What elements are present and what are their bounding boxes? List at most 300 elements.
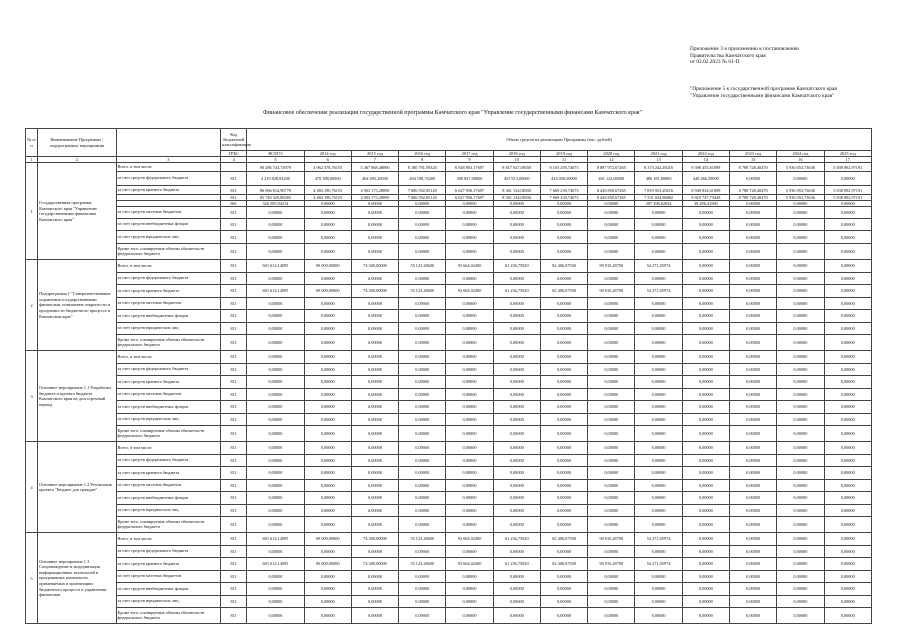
year-value: 0,00000 [540,201,587,207]
year-value: 0,00000 [777,201,824,207]
total-value: 0,00000 [247,479,304,492]
year-value: 55 123,28600 [399,260,446,273]
year-value: 0,00000 [493,583,540,596]
funding-source: за счет средств местных бюджетов [116,388,221,401]
year-value: 5 367 868,48890 [351,163,398,172]
total-value: 0,00000 [247,388,304,401]
year-value: 5 930 053,73636 [777,186,824,195]
header-year: 2024 год [777,151,824,157]
year-value: 0,00000 [777,260,824,273]
year-value: 0,00000 [588,201,635,207]
year-value: 0,00000 [777,376,824,389]
year-value: 0,00000 [446,570,493,583]
year-value: 0,00000 [304,351,351,364]
grbs-code: 811 [221,504,247,517]
grbs-code: 811 [221,517,247,533]
grbs-code: 811 [221,363,247,376]
year-value: 0,00000 [635,322,682,335]
year-value: 0,00000 [446,219,493,231]
year-value: 0,00000 [304,517,351,533]
year-value: 0,00000 [446,426,493,442]
year-value: 0,00000 [399,219,446,231]
funding-source: Кроме того, планируемые объемы обязательств федерального бюджета [116,426,221,442]
year-value: 0,00000 [351,517,398,533]
year-value: 0,00000 [635,231,682,244]
funding-source: Всего, в том числе: [116,351,221,364]
year-value: 0,00000 [824,297,871,310]
year-value: 4 962 578,76155 [304,163,351,172]
year-value: 8 887 972,67265 [588,163,635,172]
total-value: 0,00000 [247,335,304,351]
table-row [26,260,872,273]
year-value: 0,00000 [399,388,446,401]
table-row [26,517,872,533]
year-value: 0,00000 [824,608,871,624]
year-value: 0,00000 [824,231,871,244]
table-row [26,442,872,455]
year-value: 0,00000 [351,583,398,596]
year-value: 0,00000 [777,504,824,517]
total-value: 0,00000 [247,351,304,364]
year-value: 0,00000 [446,201,493,207]
year-value: 0,00000 [729,388,776,401]
year-value: 0,00000 [824,570,871,583]
year-value: 0,00000 [304,231,351,244]
year-value: 0,00000 [824,595,871,608]
year-value: 82 406,07500 [540,260,587,273]
total-value: 0,00000 [247,442,304,455]
column-index: 10 [493,157,540,163]
year-value: 0,00000 [729,172,776,186]
header-volume: Объем средств на реализацию Программы (тыс. рублей) [247,129,872,151]
total-value: 0,00000 [247,297,304,310]
column-index: 1 [26,157,38,163]
year-value: 54 271,05974 [635,558,682,571]
year-value: 93 664,02400 [446,533,493,546]
year-value: 0,00000 [729,413,776,426]
year-value: 0,00000 [351,363,398,376]
year-value: 0,00000 [729,595,776,608]
year-value: 0,00000 [493,388,540,401]
year-value: 0,00000 [777,388,824,401]
total-value: 0,00000 [247,207,304,219]
year-value: 0,00000 [399,595,446,608]
year-value: 0,00000 [682,401,729,414]
table-row [26,322,872,335]
year-value: 0,00000 [493,467,540,480]
year-value: 0,00000 [729,426,776,442]
year-value: 0,00000 [729,297,776,310]
section-name: Государственная программа Камчатского края "Управление государственными финансами Камчатского края" [38,163,116,260]
year-value: 0,00000 [729,583,776,596]
year-value: 0,00000 [588,583,635,596]
year-value: 0,00000 [351,244,398,260]
year-value: 0,00000 [824,388,871,401]
funding-source: за счет средств юридических лиц [116,504,221,517]
year-value: 0,00000 [635,570,682,583]
funding-source: Всего, в том числе: [116,163,221,172]
year-value: 0,00000 [304,219,351,231]
year-value: 82 406,07500 [540,285,587,298]
total-value: 326 585,04214 [247,201,304,207]
section-number: 3 [26,351,38,442]
funding-source: за счет средств краевого бюджета [116,467,221,480]
year-value: 93 664,02400 [446,285,493,298]
year-value: 0,00000 [729,207,776,219]
year-value: 0,00000 [446,297,493,310]
year-value: 0,00000 [588,322,635,335]
total-value: 0,00000 [247,504,304,517]
year-value: 55 123,28600 [399,285,446,298]
year-value: 0,00000 [824,201,871,207]
year-value: 0,00000 [777,413,824,426]
table-row [26,426,872,442]
year-value: 0,00000 [493,231,540,244]
grbs-code: 811 [221,195,247,201]
header-year: 2016 год [399,151,446,157]
grbs-code: 811 [221,492,247,505]
year-value: 0,00000 [588,413,635,426]
year-value: 0,00000 [588,297,635,310]
year-value: 6 627 956,17697 [446,186,493,195]
year-value: 0,00000 [304,297,351,310]
funding-source: Всего, в том числе: [116,260,221,273]
year-value: 0,00000 [777,583,824,596]
grbs-code: 811 [221,297,247,310]
year-value: 0,00000 [540,454,587,467]
year-value: 0,00000 [351,545,398,558]
year-value: 5 930 053,73636 [777,163,824,172]
year-value: 0,00000 [824,363,871,376]
grbs-code: 811 [221,467,247,480]
year-value: 0,00000 [351,454,398,467]
year-value: 0,00000 [540,545,587,558]
year-value: 0,00000 [304,545,351,558]
year-value: 0,00000 [635,244,682,260]
year-value: 0,00000 [493,595,540,608]
year-value: 4 484 190,76155 [304,186,351,195]
column-index: 5 [247,157,304,163]
year-value: 7 669 239,74673 [540,195,587,201]
year-value: 82 406,07500 [540,533,587,546]
funding-source: за счет средств юридических лиц [116,322,221,335]
section-name: Основное мероприятие 1.1 Разработка бюджета и проекта бюджета Камчатского края на долгосрочный период [38,351,116,442]
table-row [26,467,872,480]
year-value: 61 236,75920 [493,285,540,298]
year-value: 464 695,20000 [351,172,398,186]
header-year: 2018 год [493,151,540,157]
year-value: 0,00000 [588,244,635,260]
funding-source: за счет средств федерального бюджета [116,454,221,467]
year-value: 0,00000 [493,426,540,442]
year-value: 8 426 850,67265 [588,195,635,201]
table-row [26,310,872,323]
year-value: 0,00000 [304,244,351,260]
year-value: 0,00000 [635,297,682,310]
year-value: 0,00000 [635,207,682,219]
year-value: 0,00000 [399,310,446,323]
year-value: 0,00000 [777,297,824,310]
year-value: 0,00000 [351,376,398,389]
year-value: 0,00000 [777,172,824,186]
year-value: 0,00000 [493,608,540,624]
year-value: 0,00000 [682,479,729,492]
table-row [26,492,872,505]
year-value: 0,00000 [588,219,635,231]
year-value: 0,00000 [399,297,446,310]
total-value: 0,00000 [247,376,304,389]
year-value: 0,00000 [635,504,682,517]
year-value: 0,00000 [682,244,729,260]
year-value: 0,00000 [682,363,729,376]
year-value: 0,00000 [729,533,776,546]
year-value: 0,00000 [540,388,587,401]
header-code: Код бюджетной классификации [221,129,247,151]
year-value: 0,00000 [588,401,635,414]
year-value: 0,00000 [777,310,824,323]
year-value: 0,00000 [399,207,446,219]
table-row [26,207,872,219]
funding-source: за счет средств федерального бюджета [116,172,221,186]
year-value: 0,00000 [304,413,351,426]
year-value: 7 819 953,49216 [635,186,682,195]
year-value: 0,00000 [399,479,446,492]
year-value: 0,00000 [824,351,871,364]
year-value: 39 286,41580 [682,201,729,207]
table-row [26,219,872,231]
year-value: 0,00000 [824,322,871,335]
year-value: 5 838 892,97191 [824,163,871,172]
funding-source: Кроме того, планируемые объемы обязательств федерального бюджета [116,517,221,533]
year-value: 0,00000 [729,492,776,505]
year-value: 0,00000 [635,272,682,285]
grbs-code: 811 [221,442,247,455]
year-value: 0,00000 [682,467,729,480]
year-value: 0,00000 [399,363,446,376]
year-value: 0,00000 [682,533,729,546]
table-row [26,163,872,172]
year-value: 0,00000 [304,201,351,207]
table-row [26,244,872,260]
grbs-code: 811 [221,335,247,351]
total-value: 0,00000 [247,322,304,335]
year-value: 82 406,07500 [540,558,587,571]
year-value: 0,00000 [682,231,729,244]
year-value: 0,00000 [682,583,729,596]
year-value: 0,00000 [493,442,540,455]
year-value: 0,00000 [777,595,824,608]
grbs-code: 811 [221,413,247,426]
section-name: Подпрограмма 1 "Совершенствование управления государственными финансами, повышение открытости и прозрачности бюджетного процесса в Камчатском крае" [38,260,116,351]
year-value: 0,00000 [824,260,871,273]
year-value: 0,00000 [540,570,587,583]
year-value: 0,00000 [493,570,540,583]
year-value: 0,00000 [351,426,398,442]
year-value: 0,00000 [777,351,824,364]
year-value: 0,00000 [588,479,635,492]
header-name: Наименование Программы /подпрограммы/ мероприятия [38,129,116,157]
year-value: 0,00000 [540,376,587,389]
total-value: 4 219 828,84200 [247,172,304,186]
year-value: 4 484 190,76155 [304,195,351,201]
year-value: 0,00000 [729,517,776,533]
year-value: 0,00000 [304,479,351,492]
year-value: 0,00000 [399,570,446,583]
year-value: 0,00000 [588,545,635,558]
appendix3-header [690,46,799,66]
year-value: 0,00000 [399,201,446,207]
year-value: 0,00000 [540,426,587,442]
year-value: 0,00000 [729,363,776,376]
year-value: 0,00000 [682,570,729,583]
year-value: 0,00000 [540,231,587,244]
year-value: 0,00000 [729,351,776,364]
year-value: 0,00000 [446,363,493,376]
year-value: 0,00000 [493,272,540,285]
grbs-code: 811 [221,583,247,596]
year-value: 8 426 850,67265 [588,186,635,195]
year-value: 0,00000 [304,426,351,442]
column-index: 11 [540,157,587,163]
year-value: 0,00000 [446,608,493,624]
year-value: 0,00000 [635,219,682,231]
appendix5-line: "Приложение 5 к государственной программе Камчатского края [690,86,837,92]
year-value: 74 300,00000 [351,285,398,298]
table-row [26,272,872,285]
year-value: 461 122,00000 [588,172,635,186]
grbs-code: 811 [221,558,247,571]
year-value: 0,00000 [493,219,540,231]
year-value: 5 930 053,73636 [777,195,824,201]
grbs-code: 811 [221,322,247,335]
year-value: 0,00000 [588,467,635,480]
funding-source: за счет средств краевого бюджета [116,285,221,298]
year-value: 0,00000 [540,401,587,414]
year-value: 434 056,00000 [540,172,587,186]
section-name: Основное мероприятие 1.3 Сопровождение и модернизация информационных технологий и программных комплексов, применяемых в организации бюджетного процесса и управлении финансами [38,533,116,624]
year-value: 0,00000 [777,363,824,376]
year-value: 0,00000 [777,454,824,467]
year-value: 0,00000 [351,219,398,231]
table-row [26,401,872,414]
year-value: 0,00000 [399,244,446,260]
appendix3-line: Правительства Камчатского края [690,52,766,59]
funding-source: за счет средств внебюджетных фондов [116,310,221,323]
section-number: 4 [26,442,38,533]
year-value: 0,00000 [777,335,824,351]
funding-source: за счет средств федерального бюджета [116,545,221,558]
year-value: 0,00000 [729,545,776,558]
total-value: 90 286 743,74979 [247,163,304,172]
year-value: 0,00000 [493,297,540,310]
year-value: 0,00000 [446,322,493,335]
year-value: 300 847,00000 [446,172,493,186]
year-value: 0,00000 [540,413,587,426]
year-value: 0,00000 [588,231,635,244]
header-year: 2022 год [682,151,729,157]
year-value: 0,00000 [540,442,587,455]
year-value: 0,00000 [446,467,493,480]
grbs-code: 811 [221,479,247,492]
year-value: 0,00000 [635,467,682,480]
year-value: 0,00000 [729,608,776,624]
funding-source: за счет средств юридических лиц [116,595,221,608]
year-value: 0,00000 [399,467,446,480]
year-value: 0,00000 [729,504,776,517]
year-value: 90 000,00000 [304,533,351,546]
year-value: 0,00000 [493,504,540,517]
year-value: 4 903 173,28890 [351,186,398,195]
year-value: 0,00000 [635,442,682,455]
grbs-code: 811 [221,231,247,244]
grbs-code: 861 [221,201,247,207]
year-value: 287 298,62634 [635,201,682,207]
year-value: 0,00000 [351,504,398,517]
funding-source: Всего, в том числе: [116,533,221,546]
year-value: 0,00000 [351,570,398,583]
year-value: 0,00000 [493,335,540,351]
year-value: 0,00000 [777,401,824,414]
year-value: 0,00000 [824,467,871,480]
grbs-code: 811 [221,310,247,323]
year-value: 0,00000 [351,442,398,455]
funding-source: Кроме того, планируемые объемы обязательств федерального бюджета [116,608,221,624]
grbs-code: 811 [221,272,247,285]
year-value: 0,00000 [351,201,398,207]
year-value: 0,00000 [824,517,871,533]
year-value: 0,00000 [304,504,351,517]
year-value: 0,00000 [493,351,540,364]
year-value: 0,00000 [729,335,776,351]
year-value: 0,00000 [493,363,540,376]
year-value: 55 123,28600 [399,533,446,546]
grbs-code: 811 [221,595,247,608]
column-index: 6 [304,157,351,163]
year-value: 0,00000 [446,335,493,351]
year-value: 0,00000 [304,492,351,505]
year-value: 0,00000 [777,272,824,285]
appendix3-line: Приложение 3 к приложению к постановлению [690,46,800,52]
year-value: 0,00000 [824,413,871,426]
year-value: 90 910,28700 [588,285,635,298]
table-row [26,608,872,624]
total-value: 0,00000 [247,272,304,285]
year-value: 0,00000 [635,376,682,389]
table-row [26,504,872,517]
year-value: 0,00000 [446,583,493,596]
year-value: 0,00000 [540,595,587,608]
year-value: 0,00000 [777,492,824,505]
year-value: 0,00000 [635,388,682,401]
funding-source: за счет средств внебюджетных фондов [116,583,221,596]
year-value: 0,00000 [304,363,351,376]
year-value: 0,00000 [635,583,682,596]
grbs-code: 811 [221,351,247,364]
year-value: 0,00000 [682,454,729,467]
total-value: 601 612,14095 [247,533,304,546]
year-value: 8 788 728,40470 [729,195,776,201]
header-year: 2025 год [824,151,871,157]
column-index: 3 [116,157,221,163]
year-value: 0,00000 [351,388,398,401]
year-value: 0,00000 [777,467,824,480]
year-value: 0,00000 [446,442,493,455]
year-value: 0,00000 [682,426,729,442]
year-value: 0,00000 [729,260,776,273]
table-row [26,454,872,467]
year-value: 0,00000 [635,351,682,364]
year-value: 0,00000 [493,201,540,207]
